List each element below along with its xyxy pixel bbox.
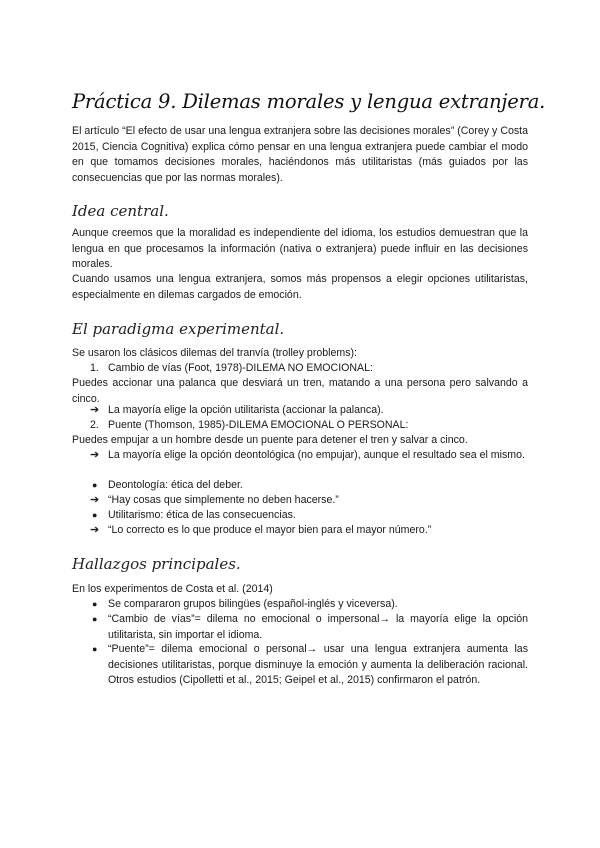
- bullet-utilitarismo: Utilitarismo: ética de las consecuencias.: [108, 509, 296, 521]
- arrow-icon: ➔: [90, 404, 100, 416]
- arrow-item-utilitarista: La mayoría elige la opción utilitarista (accionar la palanca).: [108, 404, 384, 416]
- heading-idea-central: Idea central.: [72, 202, 169, 220]
- hallazgo-bullet-1: Se compararon grupos bilingües (español-inglés y viceversa).: [108, 598, 398, 610]
- list-number-2: 2.: [90, 419, 99, 431]
- bullet-icon: ●: [92, 480, 98, 490]
- arrow-item-quote-2: “Lo correcto es lo que produce el mayor bien para el mayor número.”: [108, 524, 432, 536]
- puente-description: Puedes empujar a un hombre desde un puente para detener el tren y salvar a cinco.: [72, 434, 468, 446]
- idea-central-paragraph-1: Aunque creemos que la moralidad es independiente del idioma, los estudios demuestran que la lengua en que procesamos la información (nativa o extranjera) puede influir en las decisiones morales.: [72, 227, 528, 270]
- bullet-icon: ●: [92, 510, 98, 520]
- intro-paragraph: El artículo “El efecto de usar una lengua extranjera sobre las decisiones morales” (Corey y Costa 2015, Ciencia Cognitiva) explica cómo pensar en una lengua extranjera puede cambiar el modo en que tomamos decisiones morales, haciéndonos más utilitaristas (más guiados por las consecuencias que por las normas morales).: [72, 125, 528, 184]
- hallazgos-intro: En los experimentos de Costa et al. (2014): [72, 583, 273, 595]
- list-item-cambio-de-vias: Cambio de vías (Foot, 1978)-DILEMA NO EMOCIONAL:: [108, 362, 373, 374]
- arrow-icon: ➔: [90, 524, 100, 536]
- list-number-1: 1.: [90, 362, 99, 374]
- page-title: Práctica 9. Dilemas morales y lengua extranjera.: [72, 90, 546, 113]
- hallazgo-bullet-2: “Cambio de vías”= dilema no emocional o impersonal→ la mayoría elige la opción utilitarista, sin importar el idioma.: [108, 613, 528, 641]
- bullet-icon: ●: [92, 599, 98, 609]
- hallazgo-bullet-3: “Puente”= dilema emocional o personal→ usar una lengua extranjera aumenta las decisiones utilitaristas, porque disminuye la emoción y aumenta la deliberación racional. Otros estudios (Cipolletti et al., 2015; Geipel et al., 2015) confirmaron el patrón.: [108, 643, 528, 686]
- bullet-icon: ●: [92, 644, 98, 654]
- list-item-puente: Puente (Thomson, 1985)-DILEMA EMOCIONAL O PERSONAL:: [108, 419, 409, 431]
- bullet-deontologia: Deontología: ética del deber.: [108, 479, 243, 491]
- paradigma-intro: Se usaron los clásicos dilemas del tranvía (trolley problems):: [72, 347, 357, 359]
- arrow-icon: ➔: [90, 494, 100, 506]
- heading-paradigma: El paradigma experimental.: [72, 320, 285, 338]
- heading-hallazgos: Hallazgos principales.: [72, 555, 241, 573]
- bullet-icon: ●: [92, 614, 98, 624]
- arrow-icon: ➔: [90, 449, 100, 461]
- cambio-de-vias-description: Puedes accionar una palanca que desviará un tren, matando a una persona pero salvando a cinco.: [72, 377, 528, 405]
- arrow-item-deontologica: La mayoría elige la opción deontológica (no empujar), aunque el resultado sea el mismo.: [108, 449, 525, 461]
- arrow-item-quote-1: “Hay cosas que simplemente no deben hacerse.”: [108, 494, 339, 506]
- idea-central-paragraph-2: Cuando usamos una lengua extranjera, somos más propensos a elegir opciones utilitaristas, especialmente en dilemas cargados de emoción.: [72, 273, 528, 301]
